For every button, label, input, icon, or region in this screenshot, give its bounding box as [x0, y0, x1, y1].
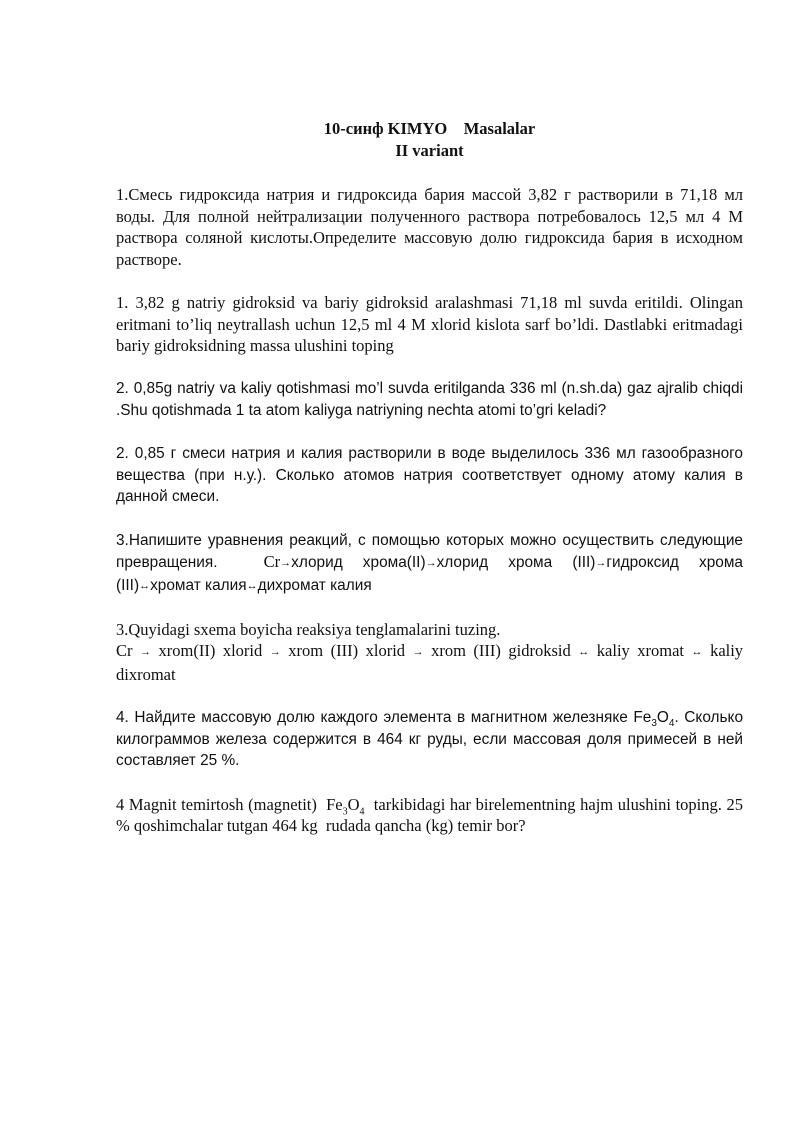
formula-sub-4: 4 [359, 805, 365, 817]
arrow-both-icon: ↔ [691, 646, 703, 659]
formula-fe: Fe [326, 794, 343, 814]
arrow-both-icon: ↔ [578, 646, 590, 659]
problem-4-uz-before: 4 Magnit temirtosh (magnetit) [116, 794, 327, 814]
scheme-ru-step-5: хромат калия [150, 576, 247, 594]
problem-3-uz [116, 619, 743, 686]
scheme-ru-step-6: дихромат калия [257, 576, 372, 594]
arrow-right-icon: → [595, 557, 607, 570]
title-line-2: II variant [395, 141, 464, 160]
formula-fe: Fe [633, 709, 652, 727]
scheme-uz-step-3: xrom (III) xlorid [288, 641, 406, 661]
formula-sub-3: 3 [342, 805, 348, 817]
scheme-ru-step-4: гидроксид хрома (III) [116, 554, 743, 594]
arrow-right-icon: → [280, 557, 292, 570]
formula-fe3o4 [326, 794, 365, 817]
title-line-1: 10-синф KIMYO Masalalar [323, 119, 536, 138]
formula-sub-4: 4 [668, 718, 675, 730]
scheme-uz-step-4: xrom (III) gidroksid [431, 641, 571, 661]
problem-4-ru-before: 4. Найдите массовую долю каждого элемента в магнитном железняке [116, 709, 634, 727]
formula-sub-3: 3 [651, 718, 657, 730]
problem-3-ru-intro: 3.Напишите уравнения реакций, с помощью которых можно осуществить следующие превращения. [116, 531, 743, 572]
problem-3-ru [116, 530, 743, 598]
scheme-ru-step-2: хлорид хрома(II) [291, 554, 426, 572]
document-page [116, 118, 748, 858]
problem-1-uz: 1. 3,82 g natriy gidroksid va bariy gidroksid aralashmasi 71,18 ml suvda eritildi. Olingan eritmani to’liq neytrallash uchun 12,5 ml 4 M xlorid kislota sarf bo’ldi. Dastlabki eritmadagi bariy gidroksidning massa ulushini toping [116, 292, 743, 356]
arrow-right-icon: → [269, 646, 281, 659]
formula-o: O [656, 709, 669, 727]
arrow-right-icon: → [425, 557, 437, 570]
scheme-ru-step-1: Cr [263, 552, 281, 572]
arrow-right-icon: → [140, 646, 152, 659]
problem-2-uz: 2. 0,85g natriy va kaliy qotishmasi mo’l suvda eritilganda 336 ml (n.sh.da) gaz ajralib chiqdi .Shu qotishmada 1 ta atom kaliyga natriyning nechta atomi to’gri keladi? [116, 380, 743, 419]
scheme-ru-step-3: хлорид хрома (III) [436, 554, 596, 572]
problem-3-uz-intro: 3.Quyidagi sxema boyicha reaksiya tenglamalarini tuzing. [116, 619, 501, 639]
scheme-uz-step-1: Cr [116, 641, 133, 661]
scheme-uz-step-6: kaliy dixromat [116, 641, 744, 685]
problem-2-ru: 2. 0,85 г смеси натрия и калия растворили в воде выделилось 336 мл газообразного вещества (при н.у.). Сколько атомов натрия соответствует одному атому калия в данной смеси. [116, 445, 743, 506]
formula-fe3o4 [633, 709, 675, 730]
scheme-uz-step-2: xrom(II) xlorid [158, 641, 263, 661]
scheme-uz-step-5: kaliy xromat [596, 641, 685, 661]
problem-1-ru: 1.Смесь гидроксида натрия и гидроксида бария массой 3,82 г растворили в 71,18 мл воды. Для полной нейтрализации полученного раствора потребовалось 12,5 мл 4 М раствора соляной кислоты.Определите массовую долю гидроксида бария в исходном растворе. [116, 185, 743, 269]
problem-4-uz-after: tarkibidagi har birelementning hajm ulushini toping. 25 % qoshimchalar tutgan 464 kg rudada qancha (kg) temir bor? [116, 794, 748, 836]
arrow-both-icon: ↔ [139, 579, 151, 592]
arrow-right-icon: → [412, 646, 424, 659]
formula-o: O [347, 794, 360, 814]
document-title [116, 118, 743, 162]
problem-4-ru-after: . Сколько килограммов железа содержится в 464 кг руды, если массовая доля примесей в ней составляет 25 %. [116, 709, 744, 770]
arrow-both-icon: ↔ [246, 579, 258, 592]
problem-4-uz [116, 794, 748, 837]
problem-4-ru [116, 707, 743, 772]
